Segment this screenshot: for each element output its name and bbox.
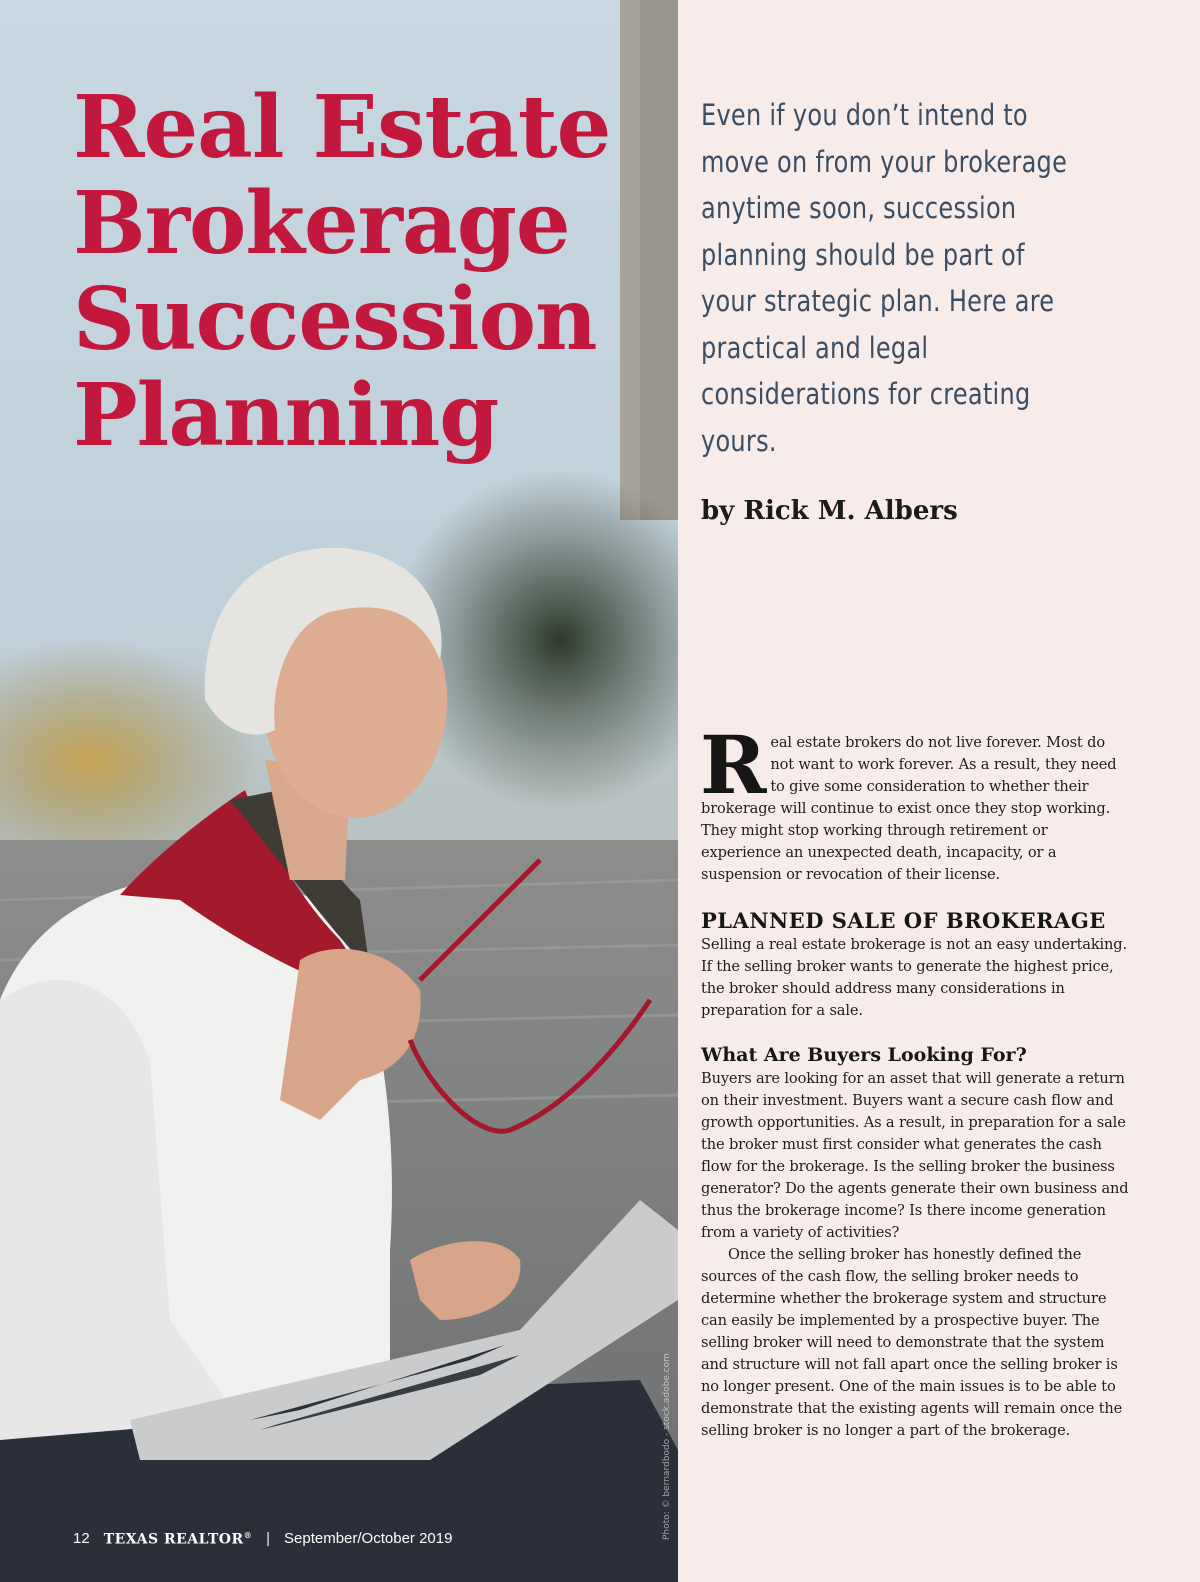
- publication-label: TEXAS REALTOR: [103, 1531, 244, 1548]
- issue-date: September/October 2019: [284, 1530, 453, 1548]
- drop-cap: R: [700, 718, 767, 812]
- page-number: 12: [73, 1530, 90, 1548]
- intro-text: eal estate brokers do not live forever. Most do not want to work forever. As a result, they need to give some consideration to whether their brokerage will continue to exist once they stop working. They might stop working through retirement or experience an unexpected death, incapacity, or a suspension or revocation of their license.: [701, 734, 1117, 883]
- publication-name: [104, 1530, 252, 1548]
- section-heading-planned-sale: PLANNED SALE OF BROKERAGE: [701, 908, 1106, 933]
- footer-separator: |: [266, 1530, 271, 1548]
- title-line-4: Planning: [73, 365, 499, 466]
- title-line-1: Real Estate: [73, 77, 611, 178]
- intro-paragraph: [700, 718, 1129, 886]
- title-line-3: Succession: [73, 269, 597, 370]
- article-body: [700, 718, 1129, 1442]
- title-line-2: Brokerage: [73, 173, 570, 274]
- article-deck: Even if you don’t intend to move on from your brokerage anytime soon, succession planning should be part of your strategic plan. Here are practical and legal considerations for creating yours.: [701, 98, 1068, 458]
- section1-paragraph: Selling a real estate brokerage is not an easy undertaking. If the selling broker wants to generate the highest price, the broker should address many considerations in preparation for a sale.: [701, 936, 1127, 1019]
- byline: by Rick M. Albers: [701, 496, 958, 526]
- article-title: [73, 77, 663, 466]
- photo-credit: Photo: © bernardbodo - stock.adobe.com: [662, 1353, 672, 1540]
- section2-paragraph-2: Once the selling broker has honestly defined the sources of the cash flow, the selling broker needs to determine whether the brokerage system and structure can easily be implemented by a prospective buyer. The selling broker will need to demonstrate that the system and structure will not fall apart once the selling broker is no longer present. One of the main issues is to be able to demonstrate that the existing agents will remain once the selling broker is no longer a part of the brokerage.: [701, 1246, 1123, 1439]
- page-footer: [73, 1530, 452, 1548]
- registered-mark: ®: [243, 1530, 253, 1540]
- section2-paragraph-1: Buyers are looking for an asset that will generate a return on their investment. Buyers want a secure cash flow and growth opportunities. As a result, in preparation for a sale the broker must first consider what generates the cash flow for the brokerage. Is the selling broker the business generator? Do the agents generate their own business and thus the brokerage income? Is there income generation from a variety of activities?: [701, 1070, 1129, 1241]
- subheading-buyers: What Are Buyers Looking For?: [701, 1044, 1027, 1066]
